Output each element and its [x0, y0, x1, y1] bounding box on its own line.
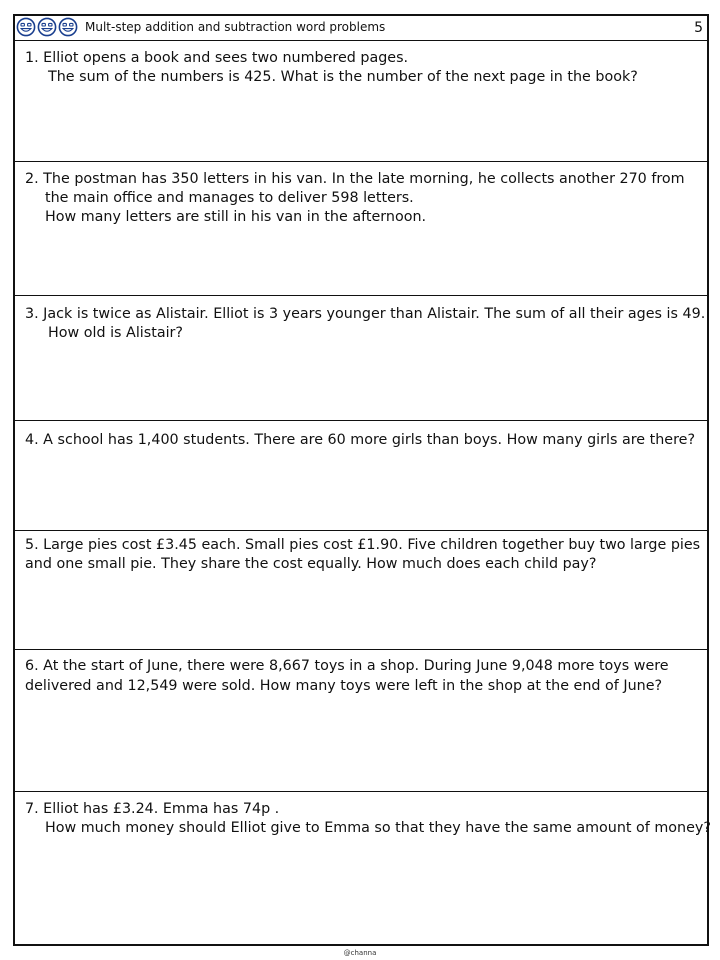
question-4	[15, 421, 707, 531]
question-7	[15, 792, 711, 944]
smiley-face-icon	[16, 17, 36, 37]
question-line: delivered and 12,549 were sold. How many toys were left in the shop at the end of June?	[25, 678, 663, 694]
worksheet-header	[15, 16, 707, 41]
question-line: 3. Jack is twice as Alistair. Elliot is 3 years younger than Alistair. The sum of all their ages is 49.	[25, 306, 706, 322]
question-line: 5. Large pies cost £3.45 each. Small pies cost £1.90. Five children together buy two large pies	[25, 537, 701, 553]
smiley-faces	[16, 17, 78, 37]
page-number: 5	[694, 20, 703, 36]
footer-credit: @channa	[343, 949, 377, 957]
question-line: 2. The postman has 350 letters in his van. In the late morning, he collects another 270 from	[25, 171, 685, 187]
question-line: How old is Alistair?	[48, 325, 184, 341]
worksheet-title: Mult-step addition and subtraction word problems	[85, 20, 386, 34]
question-line: The sum of the numbers is 425. What is the number of the next page in the book?	[48, 69, 638, 85]
question-5	[15, 531, 707, 650]
question-3	[15, 296, 707, 421]
question-line: the main office and manages to deliver 598 letters.	[45, 190, 414, 206]
question-line: How many letters are still in his van in the afternoon.	[45, 209, 427, 225]
question-line: 6. At the start of June, there were 8,667 toys in a shop. During June 9,048 more toys were	[25, 658, 669, 674]
question-line: 1. Elliot opens a book and sees two numbered pages.	[25, 50, 409, 66]
question-6	[15, 650, 707, 792]
question-1	[15, 41, 707, 162]
question-line: and one small pie. They share the cost equally. How much does each child pay?	[25, 556, 597, 572]
smiley-face-icon	[37, 17, 57, 37]
worksheet	[13, 14, 709, 946]
question-line: 7. Elliot has £3.24. Emma has 74p .	[25, 801, 280, 817]
smiley-face-icon	[58, 17, 78, 37]
question-line: 4. A school has 1,400 students. There are 60 more girls than boys. How many girls are there?	[25, 432, 696, 448]
question-2	[15, 162, 707, 296]
question-line: How much money should Elliot give to Emma so that they have the same amount of money?	[45, 820, 711, 836]
